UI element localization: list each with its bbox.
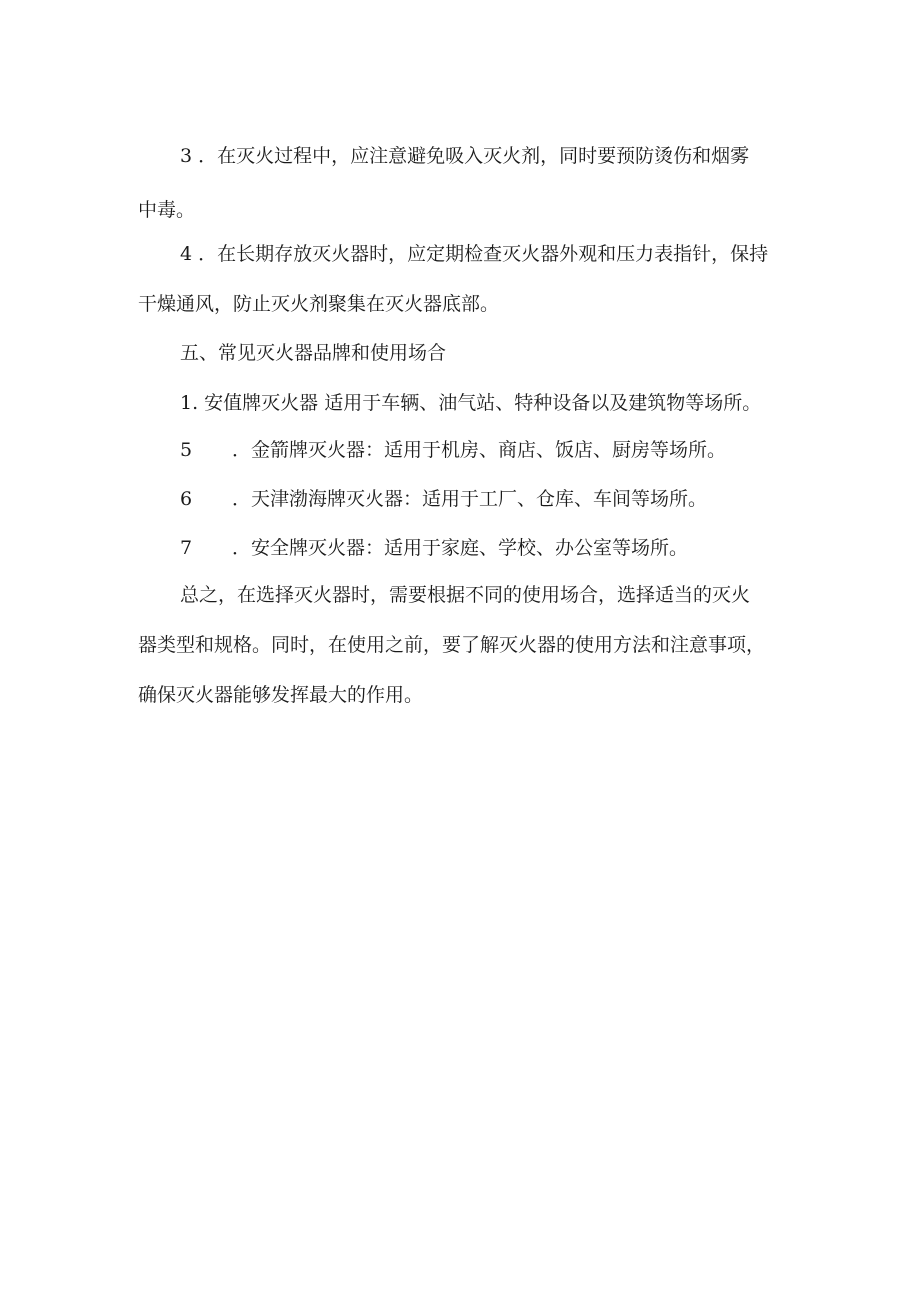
text-line: 总之，在选择灭火器时，需要根据不同的使用场合，选择适当的灭火 [180,584,751,606]
list-text: ．金箭牌灭火器：适用于机房、商店、饭店、厨房等场所。 [232,439,727,461]
list-number: 7 [180,537,193,559]
heading-text: 五、常见灭火器品牌和使用场合 [180,342,447,364]
list-line [138,485,798,513]
text-line: 3 ．在灭火过程中，应注意避免吸入灭火剂，同时要预防烫伤和烟雾 [180,145,750,167]
list-number: 5 [180,439,193,461]
brand-item-6 [138,485,798,513]
list-text: ．天津渤海牌灭火器：适用于工厂、仓库、车间等场所。 [232,488,708,510]
conclusion-paragraph [138,581,798,709]
text-line: 干燥通风，防止灭火剂聚集在灭火器底部。 [138,293,500,315]
text-line: 1. 安值牌灭火器 适用于车辆、油气站、特种设备以及建筑物等场所。 [180,392,762,414]
text-line: 中毒。 [138,199,196,221]
section-heading [138,339,798,367]
brand-item-7 [138,534,798,562]
paragraph-item-3 [138,142,798,224]
list-line [138,436,798,464]
list-text: ．安全牌灭火器：适用于家庭、学校、办公室等场所。 [232,537,689,559]
text-line: 器类型和规格。同时，在使用之前，要了解灭火器的使用方法和注意事项， [138,634,766,656]
list-line [138,534,798,562]
brand-item-1 [138,389,798,417]
text-line: 确保灭火器能够发挥最大的作用。 [138,684,424,706]
list-number: 6 [180,488,193,510]
brand-item-5 [138,436,798,464]
text-line: 4 ．在长期存放灭火器时，应定期检查灭火器外观和压力表指针，保持 [180,243,769,265]
paragraph-item-4 [138,240,798,318]
